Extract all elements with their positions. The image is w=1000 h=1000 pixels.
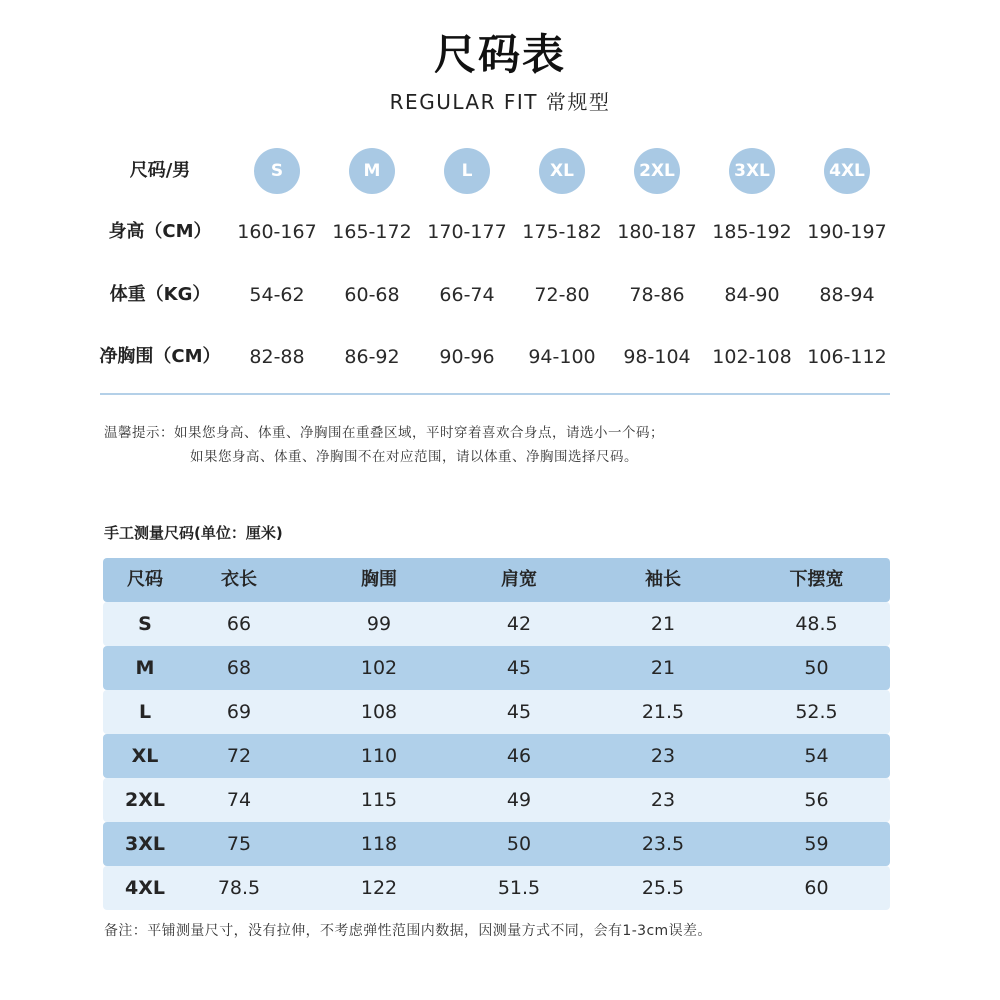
- row-chest: 99: [366, 613, 392, 635]
- row-length: 69: [226, 701, 252, 723]
- height-cell: 170-177: [427, 221, 507, 243]
- row-shoulder: 50: [506, 833, 532, 855]
- chest-cell: 86-92: [344, 346, 400, 368]
- chest-cell: 102-108: [712, 346, 792, 368]
- row-sleeve: 21: [650, 613, 676, 635]
- measure-table: [103, 558, 890, 910]
- table-row: [103, 822, 890, 866]
- row-chest: 115: [360, 789, 398, 811]
- row-length: 66: [226, 613, 252, 635]
- row-sleeve: 21.5: [641, 701, 685, 723]
- table-row: [103, 778, 890, 822]
- row-hem: 54: [804, 745, 829, 767]
- weight-cell: 88-94: [819, 284, 875, 306]
- row-length: 74: [226, 789, 252, 811]
- row-shoulder: 49: [506, 789, 532, 811]
- row-length: 68: [226, 657, 252, 679]
- header-chest: 胸围: [361, 569, 397, 590]
- weight-cell: 72-80: [534, 284, 590, 306]
- size-circle-s: S: [254, 148, 300, 194]
- height-cell: 180-187: [617, 221, 697, 243]
- chest-cell: 90-96: [439, 346, 495, 368]
- height-row-label: 身高（CM）: [108, 221, 212, 242]
- weight-cell: 66-74: [439, 284, 495, 306]
- table-row: [103, 690, 890, 734]
- row-sleeve: 23: [650, 789, 676, 811]
- weight-cell: 84-90: [724, 284, 780, 306]
- table-row: [103, 866, 890, 910]
- row-hem: 52.5: [795, 701, 838, 723]
- header-sleeve: 袖长: [645, 569, 681, 590]
- row-length: 72: [226, 745, 252, 767]
- row-chest: 102: [360, 657, 398, 679]
- table-row: [103, 734, 890, 778]
- row-size: 2XL: [125, 789, 165, 811]
- height-cell: 175-182: [522, 221, 602, 243]
- page-title: 尺码表: [433, 30, 566, 79]
- height-cell: 190-197: [807, 221, 887, 243]
- height-cell: 185-192: [712, 221, 792, 243]
- tip-line-1: 温馨提示：如果您身高、体重、净胸围在重叠区域，平时穿着喜欢合身点，请选小一个码；: [104, 425, 664, 441]
- row-shoulder: 45: [506, 701, 532, 723]
- size-circle-2xl: 2XL: [634, 148, 680, 194]
- chest-cell: 82-88: [249, 346, 305, 368]
- row-shoulder: 42: [506, 613, 532, 635]
- row-chest: 118: [360, 833, 398, 855]
- weight-cell: 54-62: [249, 284, 305, 306]
- row-size: 3XL: [125, 833, 165, 855]
- row-sleeve: 23: [650, 745, 676, 767]
- weight-row-label: 体重（KG）: [109, 284, 211, 305]
- row-chest: 108: [360, 701, 398, 723]
- row-length: 75: [226, 833, 252, 855]
- header-length: 衣长: [221, 569, 257, 590]
- height-cell: 160-167: [237, 221, 317, 243]
- measurement-note: 备注：平铺测量尺寸，没有拉伸，不考虑弹性范围内数据，因测量方式不同，会有1-3cm误差。: [104, 923, 712, 939]
- size-circle-3xl: 3XL: [729, 148, 775, 194]
- row-sleeve: 25.5: [641, 877, 685, 899]
- row-hem: 60: [804, 877, 829, 899]
- header-size: 尺码: [127, 569, 163, 590]
- row-shoulder: 46: [506, 745, 532, 767]
- header-hem: 下摆宽: [789, 569, 844, 590]
- row-size: M: [135, 657, 155, 679]
- size-circle-4xl: 4XL: [824, 148, 870, 194]
- row-sleeve: 21: [650, 657, 676, 679]
- weight-cell: 60-68: [344, 284, 400, 306]
- row-hem: 56: [804, 789, 829, 811]
- chest-row-label: 净胸围（CM）: [99, 346, 221, 367]
- header-shoulder: 肩宽: [501, 569, 537, 590]
- chest-cell: 98-104: [623, 346, 691, 368]
- table-header-row: [103, 558, 890, 602]
- row-hem: 50: [804, 657, 829, 679]
- size-circle-m: M: [349, 148, 395, 194]
- size-circle-l: L: [444, 148, 490, 194]
- row-shoulder: 51.5: [497, 877, 541, 899]
- row-size: XL: [131, 745, 159, 767]
- height-cell: 165-172: [332, 221, 412, 243]
- row-shoulder: 45: [506, 657, 532, 679]
- tip-line-2: 如果您身高、体重、净胸围不在对应范围，请以体重、净胸围选择尺码。: [190, 449, 638, 465]
- weight-row: [0, 270, 1000, 320]
- table-row: [103, 646, 890, 690]
- size-circle-xl: XL: [539, 148, 585, 194]
- row-chest: 110: [360, 745, 398, 767]
- chest-cell: 106-112: [807, 346, 887, 368]
- measure-table-title: 手工测量尺码(单位：厘米): [104, 524, 283, 542]
- size-row-label: 尺码/男: [129, 160, 191, 181]
- row-chest: 122: [360, 877, 398, 899]
- size-row: [0, 146, 1000, 196]
- row-size: L: [138, 701, 152, 723]
- chest-cell: 94-100: [528, 346, 596, 368]
- table-row: [103, 602, 890, 646]
- row-hem: 48.5: [795, 613, 838, 635]
- row-sleeve: 23.5: [641, 833, 685, 855]
- row-size: 4XL: [125, 877, 165, 899]
- row-length: 78.5: [217, 877, 261, 899]
- page-subtitle: REGULAR FIT 常规型: [389, 90, 611, 114]
- chest-row: [0, 332, 1000, 382]
- row-size: S: [138, 613, 152, 635]
- section-divider: [100, 393, 890, 395]
- weight-cell: 78-86: [629, 284, 685, 306]
- row-hem: 59: [804, 833, 829, 855]
- height-row: [0, 207, 1000, 257]
